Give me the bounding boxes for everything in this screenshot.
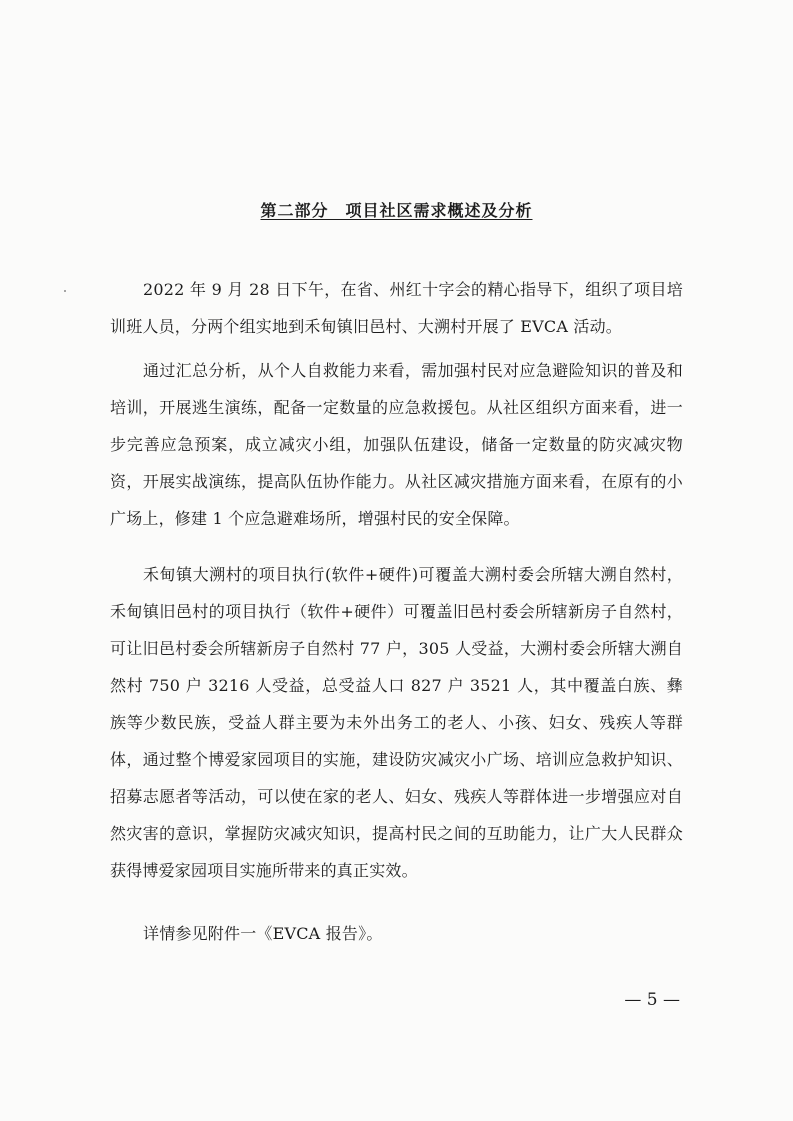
paragraph-evca-activity: 2022 年 9 月 28 日下午，在省、州红十字会的精心指导下，组织了项目培训班人员，分两个组实地到禾甸镇旧邑村、大溯村开展了 EVCA 活动。	[110, 280, 683, 336]
page-number: — 5 —	[624, 990, 680, 1010]
scan-speck	[64, 290, 66, 292]
paragraph-analysis: 通过汇总分析，从个人自救能力来看，需加强村民对应急避险知识的普及和培训，开展逃生演练，配备一定数量的应急救援包。从社区组织方面来看，进一步完善应急预案，成立减灾小组，加强队伍建设，储备一定数量的防灾减灾物资，开展实战演练，提高队伍协作能力。从社区减灾措施方面来看，在原有的小广场上，修建 1 个应急避难场所，增强村民的安全保障。	[110, 361, 683, 528]
paragraph-reference: 详情参见附件一《EVCA 报告》。	[143, 924, 383, 943]
section-title-text: 第二部分 项目社区需求概述及分析	[260, 201, 533, 220]
paragraph-beneficiaries: 禾甸镇大溯村的项目执行(软件+硬件)可覆盖大溯村委会所辖大溯自然村，禾甸镇旧邑村的项目执行（软件+硬件）可覆盖旧邑村委会所辖新房子自然村，可让旧邑村委会所辖新房子自然村 77 户，305 人受益，大溯村委会所辖大溯自然村 750 户 3216 人受益，总受益人口 827 户 3521 人，其中覆盖白族、彝族等少数民族，受益人群主要为未外出务工的老人、小孩、妇女、残疾人等群体，通过整个博爱家园项目的实施，建设防灾减灾小广场、培训应急救护知识、招募志愿者等活动，可以使在家的老人、妇女、残疾人等群体进一步增强应对自然灾害的意识，掌握防灾减灾知识，提高村民之间的互助能力，让广大人民群众获得博爱家园项目实施所带来的真正实效。	[110, 565, 683, 880]
section-title	[0, 199, 793, 223]
